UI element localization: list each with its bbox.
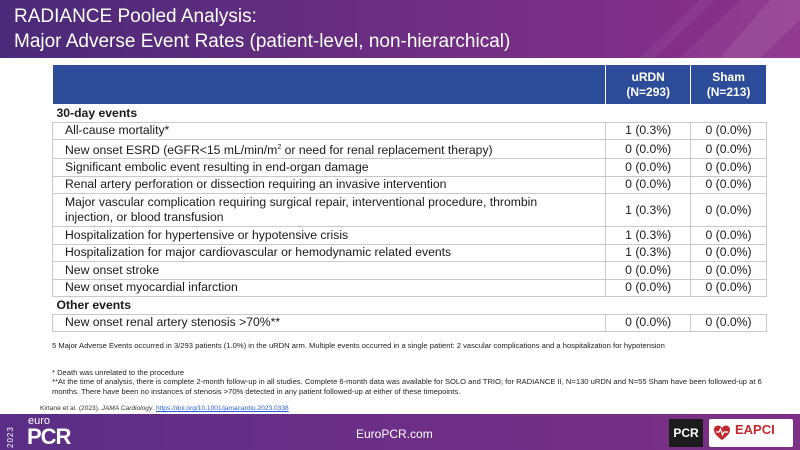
sham-value: 0 (0.0%) [691, 194, 767, 227]
eapci-text: EAPCI [735, 422, 775, 437]
row-label: New onset stroke [53, 262, 606, 280]
table-row [53, 140, 767, 159]
slide-title-line2: Major Adverse Event Rates (patient-level, non-hierarchical) [14, 31, 511, 52]
sham-value: 0 (0.0%) [691, 159, 767, 177]
footer-year: 2023 [6, 426, 15, 448]
urdn-value: 0 (0.0%) [606, 140, 691, 159]
pcr-logo: PCR [669, 419, 703, 447]
header-sham [691, 65, 767, 105]
table-row [53, 314, 767, 332]
empty-cell [606, 105, 691, 123]
urdn-value: 0 (0.0%) [606, 159, 691, 177]
row-label-line1: Major vascular complication requiring surgical repair, interventional procedure, thrombin [65, 195, 538, 210]
urdn-value: 1 (0.3%) [606, 194, 691, 227]
urdn-value: 1 (0.3%) [606, 244, 691, 262]
superscript: 2 [277, 144, 282, 151]
urdn-value: 0 (0.0%) [606, 176, 691, 194]
sham-value: 0 (0.0%) [691, 227, 767, 245]
header-sham-name: Sham [712, 69, 745, 84]
slide-title-line1: RADIANCE Pooled Analysis: [14, 6, 257, 27]
section-row [53, 297, 767, 315]
table-row [53, 279, 767, 297]
sham-value: 0 (0.0%) [691, 314, 767, 332]
header-sham-n: (N=213) [706, 84, 751, 99]
table-row [53, 262, 767, 280]
citation [40, 405, 289, 412]
table-row [53, 176, 767, 194]
row-label: All-cause mortality* [53, 122, 606, 140]
section-label: Other events [53, 297, 606, 315]
urdn-value: 1 (0.3%) [606, 227, 691, 245]
header-urdn-name: uRDN [631, 69, 665, 84]
urdn-value: 0 (0.0%) [606, 262, 691, 280]
row-label: Significant embolic event resulting in end-organ damage [53, 159, 606, 177]
urdn-value: 1 (0.3%) [606, 122, 691, 140]
header-blank-cell [53, 65, 606, 105]
table-row [53, 194, 767, 227]
urdn-value: 0 (0.0%) [606, 279, 691, 297]
empty-cell [691, 105, 767, 123]
citation-journal: JAMA Cardiology [101, 405, 153, 412]
header-urdn [606, 65, 691, 105]
row-label: New onset myocardial infarction [53, 279, 606, 297]
table-row [53, 159, 767, 177]
row-label: New onset renal artery stenosis >70%** [53, 314, 606, 332]
row-label [53, 140, 606, 159]
citation-link[interactable]: https://doi.org/10.1001/jamacardio.2023.0338 [155, 405, 289, 412]
title-banner [0, 0, 800, 58]
sham-value: 0 (0.0%) [691, 176, 767, 194]
footer-website: EuroPCR.com [356, 427, 433, 441]
table-row [53, 122, 767, 140]
heart-icon [713, 424, 731, 442]
sham-value: 0 (0.0%) [691, 244, 767, 262]
header-decoration [620, 0, 800, 58]
row-label [53, 194, 606, 227]
footnote-death: * Death was unrelated to the procedure [52, 368, 185, 377]
row-label-text: New onset ESRD (eGFR<15 mL/min/m [65, 143, 278, 158]
sham-value: 0 (0.0%) [691, 262, 767, 280]
empty-cell [691, 297, 767, 315]
footer-euro-text: euro [28, 415, 51, 427]
section-row [53, 105, 767, 123]
row-label: Hospitalization for hypertensive or hypotensive crisis [53, 227, 606, 245]
eapci-logo [709, 419, 793, 447]
sham-value: 0 (0.0%) [691, 140, 767, 159]
footnote-followup: **At the time of analysis, there is complete 2-month follow-up in all studies. Complete 6-month data was available for SOLO and TRIO; for RADIANCE II, N=130 uRDN and N=55 Sham have been followed-up at 6 months. There have been no instances of stenosis >70% detected in any patient followed-up at either of these timepoints. [52, 377, 762, 396]
footnote-summary: 5 Major Adverse Events occurred in 3/293 patients (1.0%) in the uRDN arm. Multiple events occurred in a single patient: 2 vascular complications and a hospitalization for hypotension [52, 341, 665, 350]
citation-separator: . [152, 405, 156, 412]
header-urdn-n: (N=293) [626, 84, 671, 99]
row-label-text: or need for renal replacement therapy) [281, 143, 493, 158]
table-row [53, 244, 767, 262]
table-row [53, 227, 767, 245]
europcr-logo: PCR [27, 424, 71, 449]
row-label-line2: injection, or blood transfusion [65, 210, 224, 225]
empty-cell [606, 297, 691, 315]
citation-authors: Kirtane et al. (2023). [40, 405, 102, 412]
events-table [52, 64, 767, 332]
section-label: 30-day events [53, 105, 606, 123]
row-label: Hospitalization for major cardiovascular or hemodynamic related events [53, 244, 606, 262]
urdn-value: 0 (0.0%) [606, 314, 691, 332]
table-header-row [53, 65, 767, 105]
row-label: Renal artery perforation or dissection requiring an invasive intervention [53, 176, 606, 194]
sham-value: 0 (0.0%) [691, 279, 767, 297]
sham-value: 0 (0.0%) [691, 122, 767, 140]
